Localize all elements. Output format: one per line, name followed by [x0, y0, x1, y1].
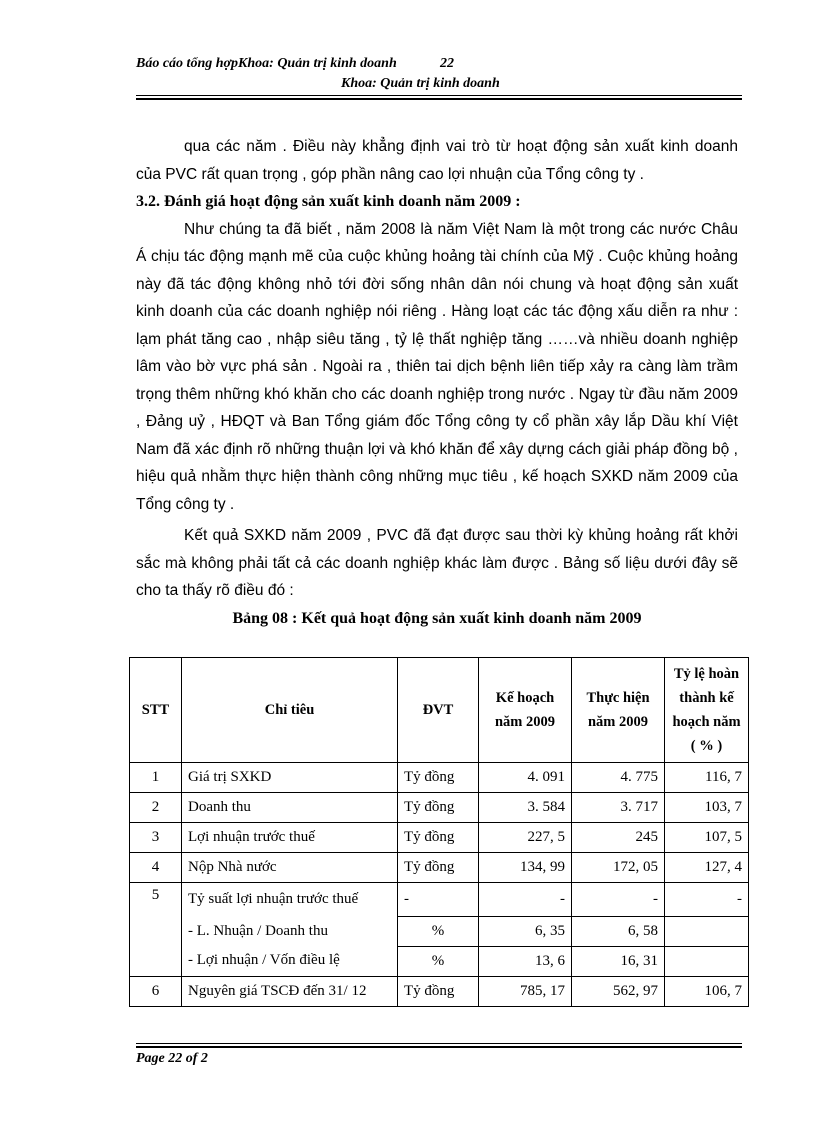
header-divider — [136, 95, 742, 100]
table-caption: Bảng 08 : Kết quả hoạt động sản xuất kinh doanh năm 2009 — [232, 609, 642, 627]
cell-plan: 227, 5 — [479, 823, 572, 853]
cell-unit: Tỷ đồng — [398, 763, 479, 793]
table-header-row — [130, 658, 749, 763]
paragraph-intro: qua các năm . Điều này khẳng định vai trò từ hoạt động sản xuất kinh doanh của PVC rất quan trọng , góp phần nâng cao lợi nhuận của Tổng công ty . — [136, 138, 738, 183]
cell-indicator: - Lợi nhuận / Vốn điều lệ — [182, 946, 398, 976]
cell-stt: 1 — [130, 763, 182, 793]
header-actual: Thực hiện năm 2009 — [572, 658, 665, 763]
cell-actual: 16, 31 — [572, 946, 665, 976]
cell-indicator: Lợi nhuận trước thuế — [182, 823, 398, 853]
cell-ratio: - — [665, 883, 749, 917]
cell-plan: 6, 35 — [479, 916, 572, 946]
paragraph-context: Như chúng ta đã biết , năm 2008 là năm Việt Nam là một trong các nước Châu Á chịu tác động mạnh mẽ của cuộc khủng hoảng tài chính của Mỹ . Cuộc khủng hoảng này đã tác động không nhỏ tới đời sống nhân dân nói chung và hoạt động sản xuất kinh doanh của các doanh nghiệp nói riêng . Hàng loạt các tác động xấu diễn ra như : lạm phát tăng cao , nhập siêu tăng , tỷ lệ thất nghiệp tăng ……và nhiều doanh nghiệp lâm vào bờ vực phá sản . Ngoài ra , thiên tai dịch bệnh liên tiếp xảy ra càng làm trầm trọng thêm những khó khăn cho các doanh nghiệp trong nước . Ngay từ đầu năm 2009 , Đảng uỷ , HĐQT và Ban Tổng giám đốc Tổng công ty cổ phần xây lắp Dầu khí Việt Nam đã xác định rõ những thuận lợi và khó khăn để xây dựng cách giải pháp đồng bộ , hiệu quả nhằm thực hiện thành công những mục tiêu , kế hoạch SXKD năm 2009 của Tổng công ty . — [136, 220, 738, 513]
page-header — [136, 56, 742, 92]
cell-actual: 6, 58 — [572, 916, 665, 946]
cell-actual: - — [572, 883, 665, 917]
cell-actual: 3. 717 — [572, 793, 665, 823]
cell-plan: 134, 99 — [479, 853, 572, 883]
paragraph-results: Kết quả SXKD năm 2009 , PVC đã đạt được sau thời kỳ khủng hoảng rất khởi sắc mà không phải tất cả các doanh nghiệp khác làm được . Bảng số liệu dưới đây sẽ cho ta thấy rõ điều đó : — [136, 527, 738, 599]
header-plan: Kế hoạch năm 2009 — [479, 658, 572, 763]
table-row — [130, 916, 749, 946]
cell-actual: 172, 05 — [572, 853, 665, 883]
cell-unit: % — [398, 946, 479, 976]
table-row — [130, 793, 749, 823]
cell-indicator: Doanh thu — [182, 793, 398, 823]
section-heading: 3.2. Đánh giá hoạt động sản xuất kinh doanh năm 2009 : — [136, 193, 521, 210]
cell-actual: 562, 97 — [572, 976, 665, 1006]
cell-unit: % — [398, 916, 479, 946]
cell-stt — [130, 916, 182, 946]
cell-ratio — [665, 946, 749, 976]
cell-plan: 785, 17 — [479, 976, 572, 1006]
header-page-number: 22 — [440, 56, 454, 71]
table-row — [130, 853, 749, 883]
cell-stt: 5 — [130, 883, 182, 917]
table-row — [130, 883, 749, 917]
header-indicator: Chỉ tiêu — [182, 658, 398, 763]
cell-stt: 6 — [130, 976, 182, 1006]
cell-ratio — [665, 916, 749, 946]
table-row — [130, 976, 749, 1006]
header-title: Báo cáo tổng hợpKhoa: Quản trị kinh doanh — [136, 56, 397, 71]
cell-stt: 2 — [130, 793, 182, 823]
table-row — [130, 763, 749, 793]
cell-indicator: Nộp Nhà nước — [182, 853, 398, 883]
header-unit: ĐVT — [398, 658, 479, 763]
header-ratio: Tỷ lệ hoàn thành kế hoạch năm ( % ) — [665, 658, 749, 763]
cell-unit: Tỷ đồng — [398, 853, 479, 883]
cell-ratio: 107, 5 — [665, 823, 749, 853]
cell-ratio: 127, 4 — [665, 853, 749, 883]
cell-plan: 3. 584 — [479, 793, 572, 823]
header-stt: STT — [130, 658, 182, 763]
cell-ratio: 106, 7 — [665, 976, 749, 1006]
cell-stt — [130, 946, 182, 976]
page-footer: Page 22 of 2 — [136, 1051, 208, 1066]
cell-indicator: Giá trị SXKD — [182, 763, 398, 793]
cell-stt: 4 — [130, 853, 182, 883]
cell-actual: 4. 775 — [572, 763, 665, 793]
table-row — [130, 946, 749, 976]
cell-unit: - — [398, 883, 479, 917]
footer-divider — [136, 1043, 742, 1048]
document-body — [136, 133, 738, 632]
cell-plan: 4. 091 — [479, 763, 572, 793]
cell-indicator: - L. Nhuận / Doanh thu — [182, 916, 398, 946]
cell-actual: 245 — [572, 823, 665, 853]
header-line-1 — [136, 56, 742, 74]
cell-unit: Tỷ đồng — [398, 823, 479, 853]
cell-ratio: 116, 7 — [665, 763, 749, 793]
header-faculty: Khoa: Quản trị kinh doanh — [341, 76, 500, 91]
cell-stt: 3 — [130, 823, 182, 853]
cell-unit: Tỷ đồng — [398, 793, 479, 823]
cell-indicator: Tỷ suất lợi nhuận trước thuế — [182, 883, 398, 917]
cell-indicator: Nguyên giá TSCĐ đến 31/ 12 — [182, 976, 398, 1006]
cell-plan: 13, 6 — [479, 946, 572, 976]
cell-unit: Tỷ đồng — [398, 976, 479, 1006]
cell-plan: - — [479, 883, 572, 917]
cell-ratio: 103, 7 — [665, 793, 749, 823]
results-table — [129, 657, 749, 1007]
table-row — [130, 823, 749, 853]
